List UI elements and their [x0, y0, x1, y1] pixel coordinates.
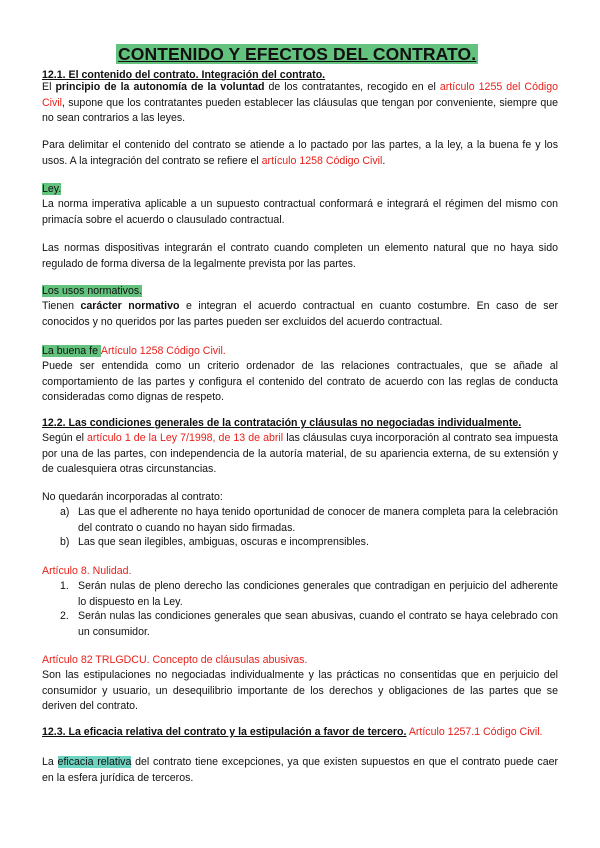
- article-82-heading: Artículo 82 TRLGDCU. Concepto de cláusulas abusivas.: [42, 654, 308, 666]
- bold-term: carácter normativo: [80, 300, 180, 312]
- label-ley: Ley.: [42, 183, 62, 195]
- paragraph-ley-1: La norma imperativa aplicable a un supuesto contractual conformará e integrará el régimen del mismo con primacía sobre el acuerdo o clausulado contractual.: [42, 198, 558, 226]
- label-ley-line: [42, 182, 558, 198]
- list-marker: 1.: [60, 580, 69, 592]
- text: e integran el acuerdo contractual en cuanto costumbre. En caso de ser conocidos y no queridos por las partes pueden ser excluidos del acuerdo contractual.: [42, 300, 558, 328]
- label-buena-fe: La buena fe: [42, 345, 98, 357]
- text: La: [42, 756, 58, 768]
- text: Tienen: [42, 300, 81, 312]
- paragraph-autonomia: [42, 80, 558, 127]
- list-item: Serán nulas las condiciones generales que sean abusivas, cuando el contrato se haya celebrado con un consumidor.: [78, 610, 558, 638]
- paragraph-ley-2: Las normas dispositivas integrarán el contrato cuando completen un elemento natural que no haya sido regulado de forma diversa de la legalmente prevista por las partes.: [42, 242, 558, 270]
- list-marker: a): [60, 506, 70, 518]
- paragraph-buena-fe: Puede ser entendida como un criterio ordenador de las relaciones contractuales, que se añade al comportamiento de las partes y configura el contenido del contrato de acuerdo con las reglas de conducta consideradas como dignas de respeto.: [42, 360, 558, 404]
- text: El: [42, 81, 56, 93]
- text: Según el: [42, 432, 88, 444]
- list-item: Serán nulas de pleno derecho las condiciones generales que contradigan en perjuicio del adherente lo dispuesto en la Ley.: [78, 580, 558, 608]
- list-marker: b): [60, 536, 70, 548]
- bold-term: principio de la autonomía de la voluntad: [55, 81, 265, 93]
- list-item: Las que sean ilegibles, ambiguas, oscuras e incomprensibles.: [78, 536, 369, 548]
- paragraph-clausulas-abusivas: Son las estipulaciones no negociadas individualmente y las prácticas no consentidas que en perjuicio del consumidor y usuario, un desequilibrio importante de los derechos y obligaciones de las partes que se deriven del contrato.: [42, 669, 558, 713]
- document-title: CONTENIDO Y EFECTOS DEL CONTRATO.: [118, 44, 477, 64]
- section-heading-text: 12.3. La eficacia relativa del contrato y la estipulación a favor de tercero.: [42, 726, 407, 738]
- paragraph-delimitar: [42, 138, 558, 169]
- paragraph-eficacia-relativa: [42, 755, 558, 786]
- text: las cláusulas cuya incorporación al contrato sea impuesta por una de las partes, con independencia de la autoría material, de su apariencia externa, de su extensión y de cualesquiera otras circunstancias.: [42, 432, 558, 476]
- label-usos: Los usos normativos.: [42, 285, 143, 297]
- list-item: Las que el adherente no haya tenido oportunidad de conocer de manera completa para la celebración del contrato o cuando no hayan sido firmadas.: [78, 506, 558, 534]
- list-marker: 2.: [60, 610, 69, 622]
- text: de los contratantes, recogido en el: [264, 81, 440, 93]
- highlighted-term: eficacia relativa: [57, 756, 132, 768]
- section-12-2-heading: [42, 416, 558, 432]
- legal-reference: artículo 1 de la Ley 7/1998, de 13 de abril: [87, 432, 284, 444]
- text: .: [382, 154, 386, 167]
- label-usos-line: [42, 284, 558, 300]
- paragraph-ley-7-1998: [42, 431, 558, 478]
- text: , supone que los contratantes pueden establecer las cláusulas que tengan por conveniente, siempre que no sean contrarios a las leyes.: [42, 96, 558, 125]
- article-8-heading: Artículo 8. Nulidad.: [42, 565, 132, 577]
- text: Para delimitar el contenido del contrato se atiende a lo pactado por las partes, a la ley, a la buena fe y los usos. A la integración del contrato se refiere el: [42, 139, 558, 167]
- text: del contrato tiene excepciones, ya que existen supuestos en que el contrato puede caer en la esfera jurídica de terceros.: [42, 756, 559, 784]
- section-12-3-heading: [42, 725, 558, 741]
- legal-reference: Artículo 1257.1 Código Civil.: [408, 726, 543, 738]
- legal-reference: artículo 1258 Código Civil: [261, 154, 383, 167]
- legal-reference: Artículo 1258 Código Civil.: [100, 345, 226, 357]
- paragraph-usos: [42, 299, 558, 330]
- label-buena-fe-line: [42, 344, 558, 360]
- legal-reference: artículo 1255 del Código Civil: [42, 81, 558, 109]
- paragraph-no-incorporadas: No quedarán incorporadas al contrato:: [42, 491, 223, 503]
- section-heading-text: 12.2. Las condiciones generales de la contratación y cláusulas no negociadas individualmente.: [42, 417, 522, 429]
- section-heading-text: 12.1. El contenido del contrato. Integración del contrato.: [42, 69, 326, 81]
